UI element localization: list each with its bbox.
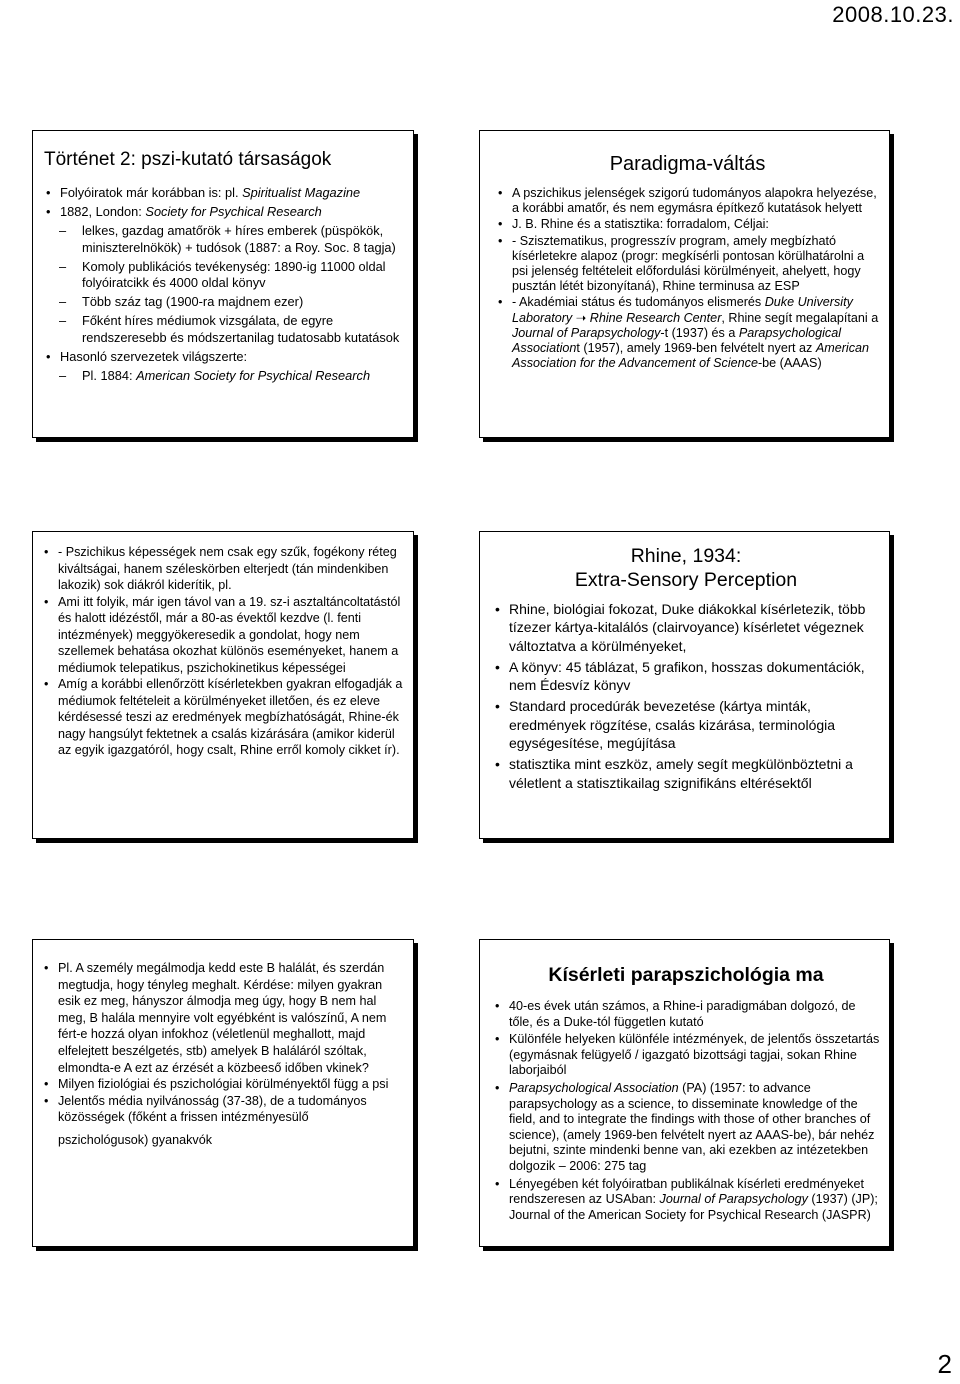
slide-rhine-1934 (479, 531, 890, 839)
page-date: 2008.10.23. (832, 2, 954, 27)
arrow-icon: ➝ (572, 310, 590, 325)
list-item: • 40-es évek után számos, a Rhine-i paradigmában dolgozó, de tőle, és a Duke-tól független kutató (491, 999, 881, 1030)
list-item: – Több száz tag (1900-ra majdnem ezer) (42, 294, 405, 310)
list-item: • statisztika mint eszköz, amely segít megkülönböztetni a véletlent a statisztikailag szignifikáns eltérésektől (491, 755, 881, 792)
slide-title: Történet 2: pszi-kutató társaságok (44, 149, 332, 170)
bullet-list (40, 544, 407, 759)
list-item: • Milyen fiziológiai és pszichológiai körülményektől függ a psi (40, 1076, 407, 1093)
list-item: • J. B. Rhine és a statisztika: forradalom, Céljai: (494, 217, 881, 232)
slide-example (32, 939, 414, 1247)
list-item: • Amíg a korábbi ellenőrzött kísérletekben gyakran elfogadják a médiumok feltételeit a körülményeket illetően, és ez eleve kérdésessé teszi az eredmények megbízhatóságát, Rhine-ék nagy hangsúlyt fektetnek a csalás kizárására (amikor kiderül az egyik igazgatóról, hogy csalt, Rhine erről komoly cikket ír). (40, 676, 407, 759)
list-item: • Parapsychological Association (PA) (1957: to advance parapsychology as a science, to disseminate knowledge of the field, and to integrate the findings with those of other branches of science), (amely 1969-ben felvételt nyert az AAAS-be), bár nehéz bejutni, szinte mindenki benne van, aki ezekben az intézetekben dolgozik – 2006: 275 tag (491, 1081, 881, 1175)
list-item: • 1882, London: Society for Psychical Research (42, 204, 405, 220)
list-item: • Különféle helyeken különféle intézmények, de jelentős összetartás (egymásnak felügyelő / igazgató bizottsági tagjai, sokan Rhine laborjaiból (491, 1032, 881, 1079)
list-item: – lelkes, gazdag amatőrök + híres emberek (püspökök, miniszterelnökök) + tudósok (1887: a Roy. Soc. 8 tagja) (42, 223, 405, 255)
list-item: • Hasonló szervezetek világszerte: (42, 349, 405, 365)
list-item: • - Akadémiai státus és tudományos elismerés Duke University Laboratory ➝ Rhine Research Center, Rhine segít megalapítani a Journal of Parapsychology-t (1937) és a Parapsychological Associationt (1957), amely 1969-ben felvételt nyert az American Association for the Advancement of Science-be (AAAS) (494, 295, 881, 371)
list-item: – Komoly publikációs tevékenység: 1890-ig 11000 oldal folyóiratcikk és 4000 oldal könyv (42, 259, 405, 291)
slide-title: Kísérleti parapszichológia ma (548, 964, 824, 986)
list-item-continued: pszichológusok) gyanakvók (58, 1132, 213, 1147)
list-item: – Főként híres médiumok vizsgálata, de egyre rendszeresebb és módszertanilag tudatosabb kutatások (42, 313, 405, 345)
list-item: • A pszichikus jelenségek szigorú tudományos alapokra helyezése, a korábbi amatőr, és nem egymásra építkező kutatások helyett (494, 186, 881, 216)
title-line-2: Extra-Sensory Perception (574, 569, 798, 591)
list-item: • Pl. A személy megálmodja kedd este B halálát, és szerdán megtudja, hogy tényleg meghalt. Kérdése: milyen gyakran esik ez meg, hányszor álmodja meg úgy, hogy B nem hal meg, B halála mennyire volt egyébként is valószínű, A nem fért-e hozzá olyan infokhoz (véletlenül meghallott, majd elfelejtett beszélgetés, stb) amelyek B haláláról szóltak, elmondta-e A ezt az érzését a közbeeső időben vkinek? (40, 960, 407, 1076)
bullet-list (491, 999, 881, 1223)
list-item: • A könyv: 45 táblázat, 5 grafikon, hosszas dokumentációk, nem Édesvíz könyv (491, 658, 881, 695)
slide-parapsychology-today (479, 939, 890, 1247)
list-item: • Ami itt folyik, már igen távol van a 19. sz-i asztaltáncoltatástól és halott idézéstől, már a 80-as évektől kezdve (l. fenti intézmények) meggyökeresedik a gondolat, hogy nem szellemek behatása okozhat különös eseményeket, hanem a médiumok telepatikus, pszichokinetikus képességei (40, 594, 407, 677)
bullet-list (494, 186, 881, 371)
page-number: 2 (937, 1349, 952, 1379)
bullet-list (491, 600, 881, 792)
bullet-list (40, 960, 407, 1149)
list-item: – Pl. 1884: American Society for Psychical Research (42, 368, 405, 384)
slide-title (491, 544, 881, 592)
slide-history (32, 130, 414, 438)
list-item: • Rhine, biológiai fokozat, Duke diákokkal kísérletezik, több tízezer kártya-kitalálós (clairvoyance) kísérletet végeznek változtatva a körülményeket, (491, 600, 881, 655)
list-item: • Standard procedúrák bevezetése (kártya minták, eredmények rögzítése, csalás kizárása, terminológia egységesítése, megújítása (491, 697, 881, 752)
list-item: • Jelentős média nyilvánosság (37-38), de a tudományos közösségek (főként a frissen intézményesülő (40, 1093, 407, 1126)
list-item: • - Szisztematikus, progresszív program, amely megbízható kísérletekre alapoz (progr: megkísérli pontosan körülhatárolni a psi jelenség feltételeit előfordulási körülményeit, ahelyett, hogy pusztán létét bizonyítaná), Rhine terminusa az ESP (494, 234, 881, 295)
bullet-list (42, 185, 405, 384)
slide-title: Paradigma-váltás (609, 153, 766, 175)
title-line-1: Rhine, 1934: (630, 545, 742, 567)
list-item: • Folyóiratok már korábban is: pl. Spiritualist Magazine (42, 185, 405, 201)
list-item: • Lényegében két folyóiratban publikálnak kísérleti eredményeket rendszeresen az USAban: Journal of Parapsychology (1937) (JP); Journal of the American Society for Psychical Research (JASPR) (491, 1177, 881, 1224)
list-item: • - Pszichikus képességek nem csak egy szűk, fogékony réteg kiváltságai, hanem széleskörben elterjedt (tán mindenkiben lakozik) sok diákról kiderítik, pl. (40, 544, 407, 594)
slide-psychic-abilities (32, 531, 414, 839)
slide-paradigm-shift (479, 130, 890, 438)
